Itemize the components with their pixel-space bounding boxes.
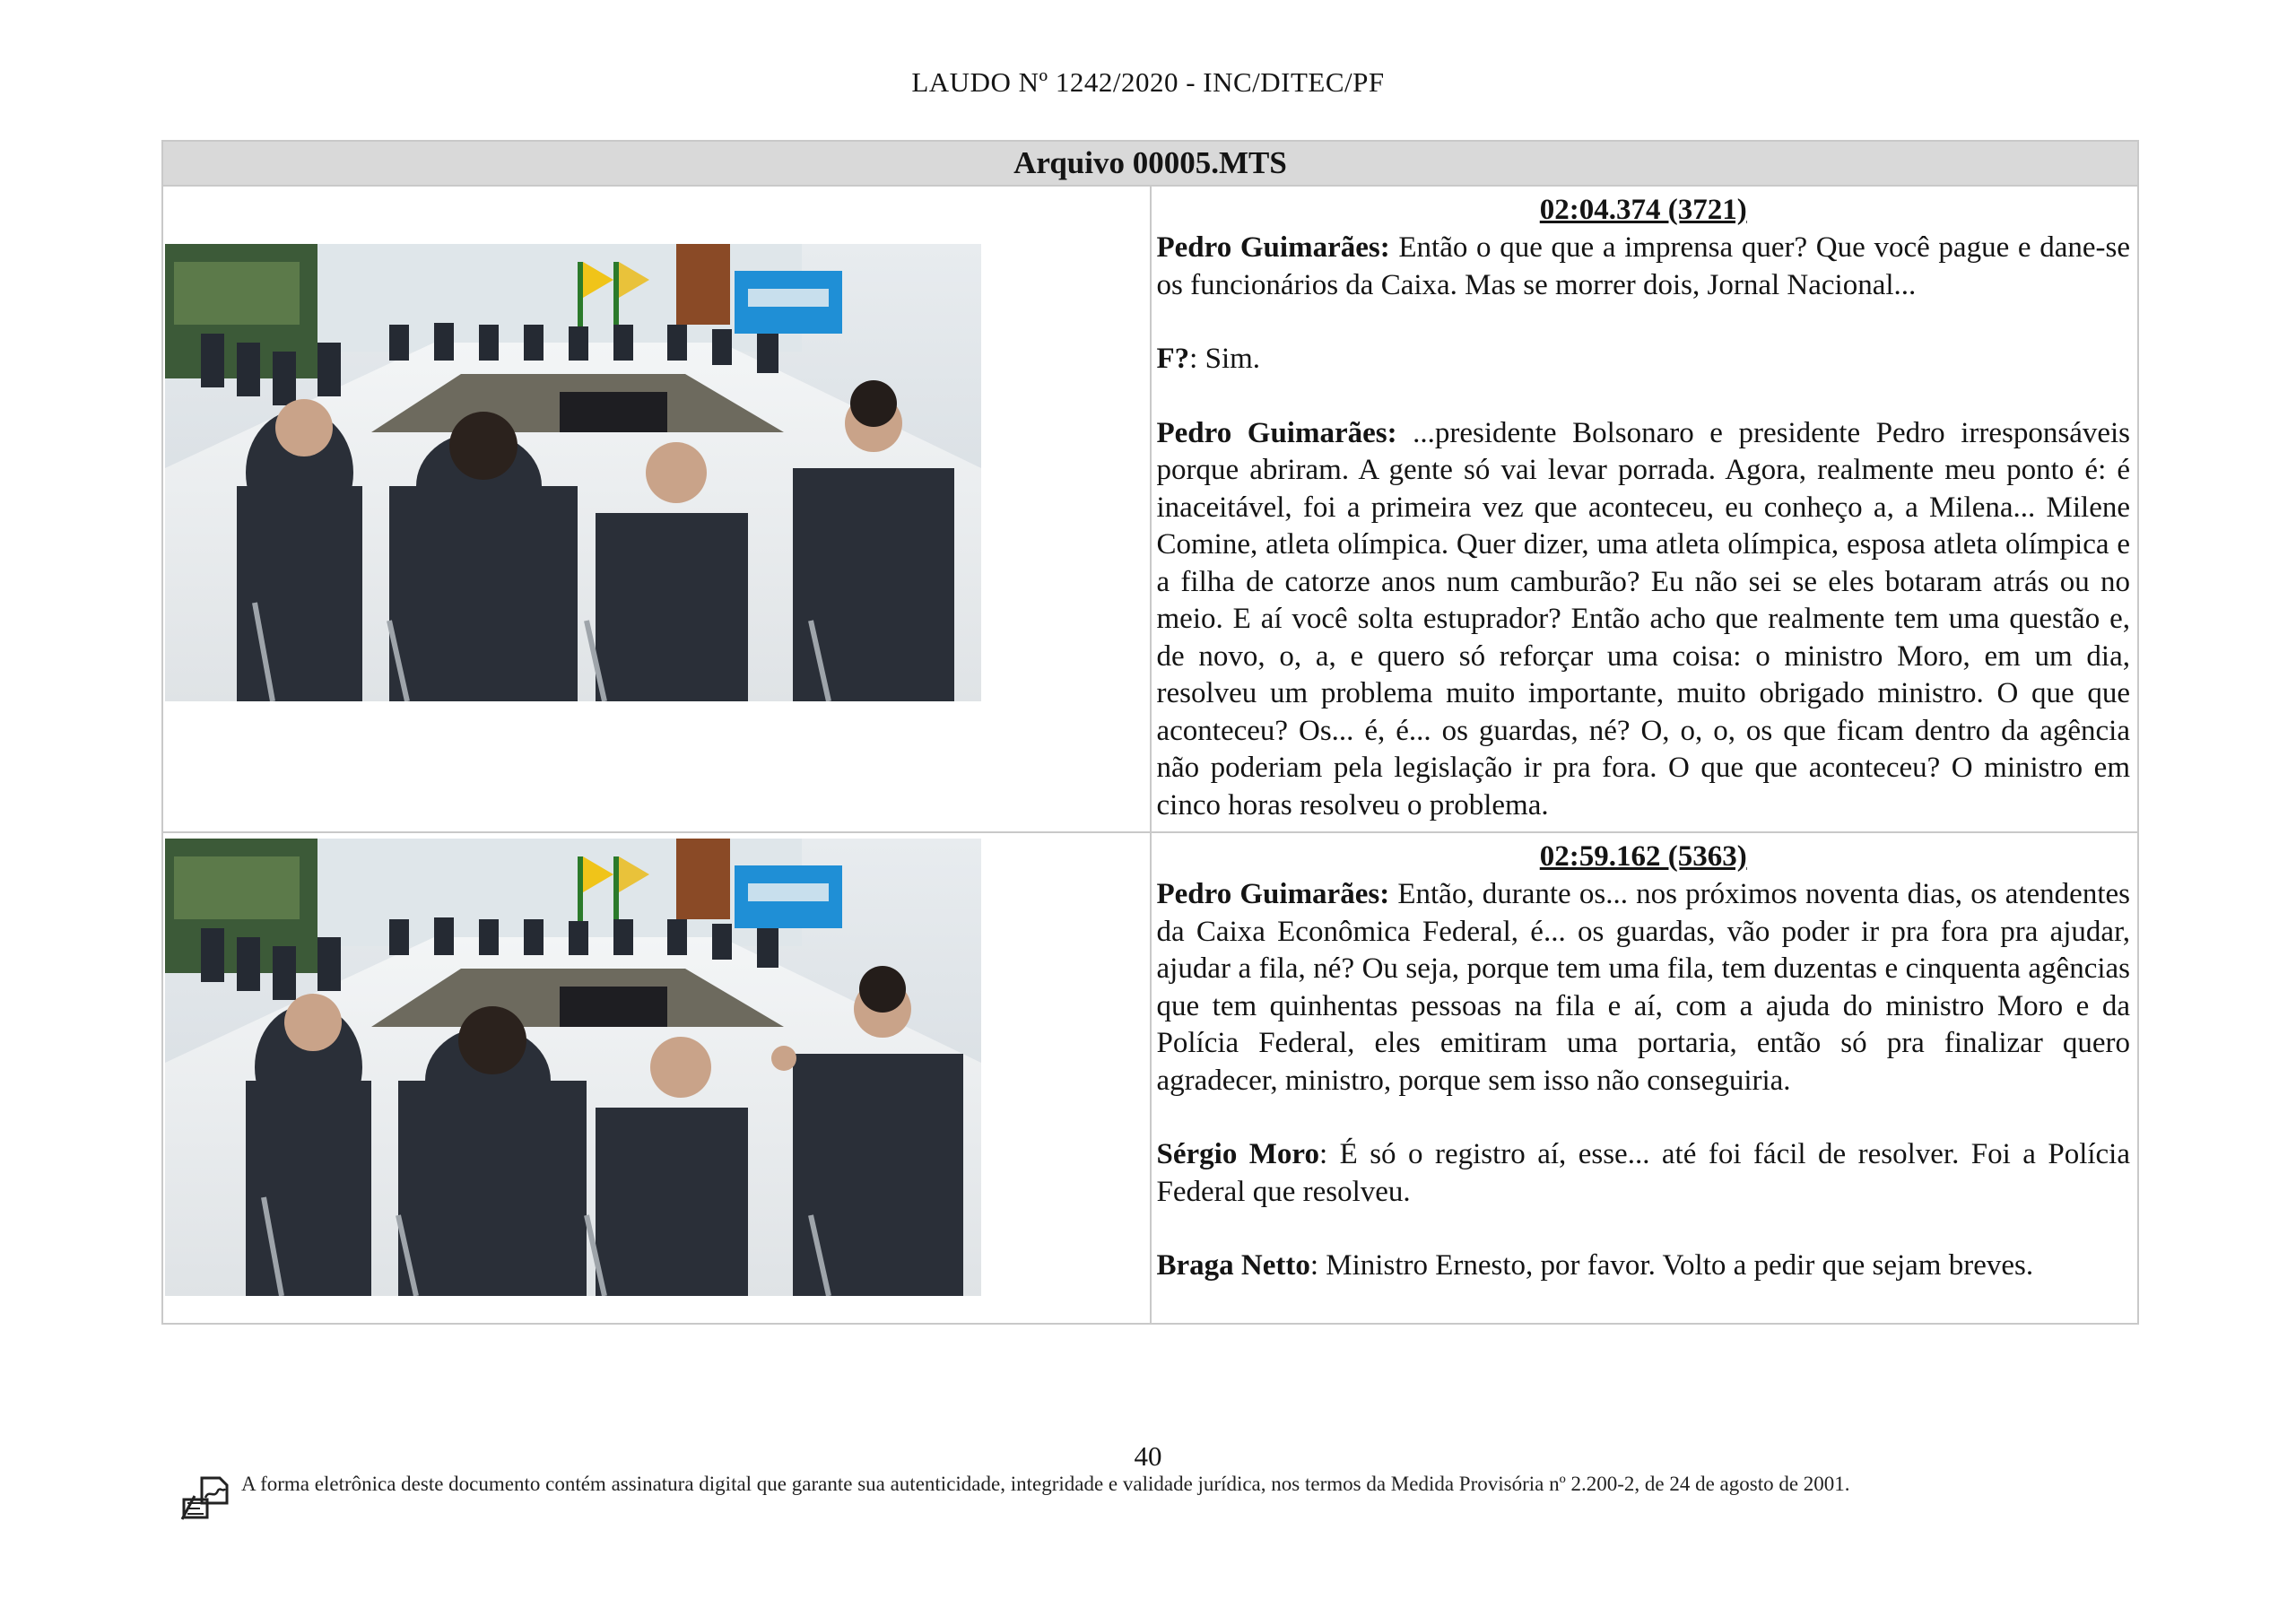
table-title: Arquivo 00005.MTS (162, 141, 2138, 186)
speaker-name: Pedro Guimarães: (1156, 416, 1397, 449)
speech-text: : Sim. (1189, 343, 1261, 375)
frame-cell (162, 832, 1151, 1324)
footer-text: A forma eletrônica deste documento contém assinatura digital que garante sua autenticidade, integridade e validade jurídica, nos termos da Medida Provisória nº 2.200-2, de 24 de agosto de 2001. (241, 1473, 1850, 1495)
speech-text: : Ministro Ernesto, por favor. Volto a pedir que sejam breves. (1309, 1249, 2034, 1282)
table-row (162, 832, 2138, 1324)
transcript-cell (1151, 186, 2139, 832)
speech-text: ...presidente Bolsonaro e presidente Pedro irresponsáveis porque abriram. A gente só vai levar porrada. Agora, realmente meu ponto é: é inaceitável, foi a primeira vez que aconteceu, eu conheço a, a Milena... Milene Comine, atleta olímpica. Quer dizer, uma atleta olímpica, esposa atleta olímpica e a filha de catorze anos num camburão? Eu não sei se eles botaram atrás ou no meio. E aí você solta estuprador? Então acho que realmente tem uma questão e, de novo, o, a, e quero só reforçar uma coisa: o ministro Moro, em um dia, resolveu um problema muito importante, muito obrigado ministro. O que que aconteceu? Os... é, é... os guardas, né? O, o, o, os que ficam dentro da agência não poderiam pela legislação ir pra fora. O que que aconteceu? O ministro em cinco horas resolveu o problema. (1156, 416, 2130, 822)
speaker-name: Braga Netto (1156, 1249, 1310, 1282)
video-frame-photo (165, 244, 981, 701)
speech-text: : É só o registro aí, esse... até foi fácil de resolver. Foi a Polícia Federal que resolveu. (1156, 1138, 2130, 1208)
timestamp: 02:04.374 (3721) (1539, 194, 1747, 226)
speech-entry (1157, 230, 2131, 304)
page-number: 40 (1134, 1440, 1162, 1472)
speaker-name: Pedro Guimarães: (1156, 231, 1390, 264)
footer-notice (184, 1471, 2112, 1497)
page-header: LAUDO Nº 1242/2020 - INC/DITEC/PF (911, 66, 1385, 98)
speaker-name: Sérgio Moro (1156, 1138, 1319, 1170)
speaker-name: Pedro Guimarães: (1156, 878, 1390, 910)
speech-entry (1157, 415, 2131, 825)
speech-entry (1157, 876, 2131, 1100)
speech-text: Então, durante os... nos próximos noventa dias, os atendentes da Caixa Econômica Federal, é... os guardas, vão poder ir pra fora pra ajudar, ajudar a fila, né? Ou seja, porque tem uma fila, tem duzentas e cinquenta agências que tem quinhentas pessoas na fila e aí, com a ajuda do ministro Moro e da Polícia Federal, eles emitiram uma portaria, então só pra finalizar quero agradecer, ministro, porque sem isso não conseguiria. (1156, 878, 2130, 1097)
transcript-table (161, 140, 2139, 1325)
speaker-name: F? (1156, 343, 1190, 375)
frame-cell (162, 186, 1151, 832)
speech-entry (1157, 1248, 2131, 1285)
speech-entry (1157, 341, 2131, 378)
video-frame-photo (165, 839, 981, 1296)
table-row (162, 186, 2138, 832)
timestamp: 02:59.162 (5363) (1539, 840, 1747, 873)
digital-signature-seal-icon (178, 1473, 232, 1521)
transcript-cell (1151, 832, 2139, 1324)
speech-entry (1157, 1136, 2131, 1211)
speech-text: Então o que que a imprensa quer? Que você pague e dane-se os funcionários da Caixa. Mas se morrer dois, Jornal Nacional... (1156, 231, 2130, 301)
